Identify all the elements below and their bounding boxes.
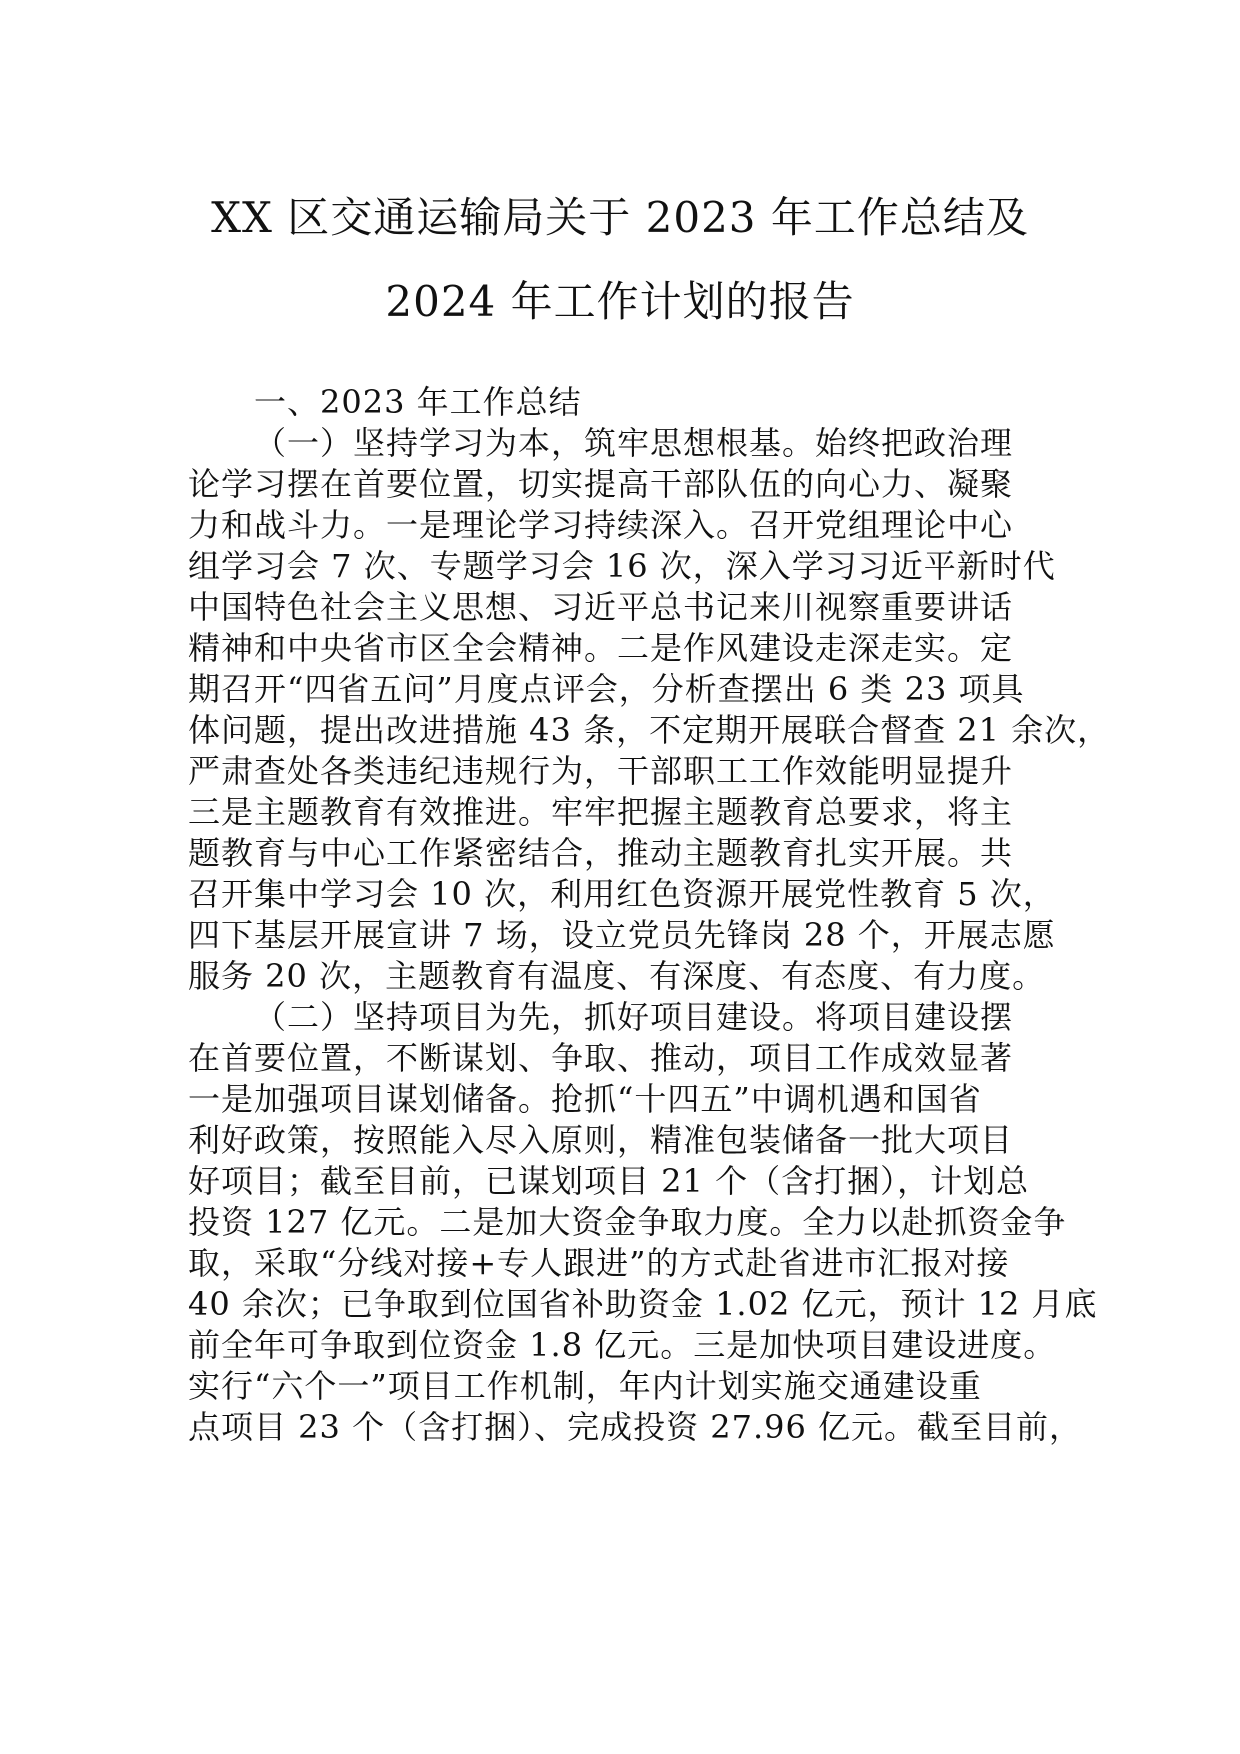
paragraph-line: 取，采取“分线对接+专人跟进”的方式赴省进市汇报对接 xyxy=(188,1244,1010,1282)
document-title-line-2: 2024 年工作计划的报告 xyxy=(385,277,855,326)
paragraph-line: 精神和中央省市区全会精神。二是作风建设走深走实。定 xyxy=(188,629,1014,667)
paragraph-line: 论学习摆在首要位置，切实提高干部队伍的向心力、凝聚 xyxy=(188,465,1014,503)
paragraph-line: 召开集中学习会 10 次，利用红色资源开展党性教育 5 次， xyxy=(188,875,1056,913)
paragraph-line: 中国特色社会主义思想、习近平总书记来川视察重要讲话 xyxy=(188,588,1014,626)
paragraph-line: 点项目 23 个（含打捆）、完成投资 27.96 亿元。截至目前， xyxy=(188,1408,1083,1446)
paragraph-line: 好项目；截至目前，已谋划项目 21 个（含打捆），计划总 xyxy=(188,1162,1030,1200)
document-title-line-1: XX 区交通运输局关于 2023 年工作总结及 xyxy=(211,193,1029,242)
paragraph-line: （一）坚持学习为本，筑牢思想根基。始终把政治理 xyxy=(254,424,1014,462)
paragraph-line: 体问题，提出改进措施 43 条，不定期开展联合督查 21 余次， xyxy=(188,711,1111,749)
paragraph-line: （二）坚持项目为先，抓好项目建设。将项目建设摆 xyxy=(254,998,1014,1036)
paragraph-line: 前全年可争取到位资金 1.8 亿元。三是加快项目建设进度。 xyxy=(188,1326,1057,1364)
paragraph-line: 严肃查处各类违纪违规行为，干部职工工作效能明显提升 xyxy=(188,752,1014,790)
paragraph-line: 服务 20 次，主题教育有温度、有深度、有态度、有力度。 xyxy=(188,957,1046,995)
paragraph-line: 力和战斗力。一是理论学习持续深入。召开党组理论中心 xyxy=(188,506,1014,544)
paragraph-line: 期召开“四省五问”月度点评会，分析查摆出 6 类 23 项具 xyxy=(188,670,1025,708)
paragraph-line: 利好政策，按照能入尽入原则，精准包装储备一批大项目 xyxy=(188,1121,1014,1159)
section-heading: 一、2023 年工作总结 xyxy=(254,383,582,421)
paragraph-line: 投资 127 亿元。二是加大资金争取力度。全力以赴抓资金争 xyxy=(188,1203,1067,1241)
paragraph-line: 一是加强项目谋划储备。抢抓“十四五”中调机遇和国省 xyxy=(188,1080,982,1118)
paragraph-line: 实行“六个一”项目工作机制，年内计划实施交通建设重 xyxy=(188,1367,982,1405)
paragraph-line: 四下基层开展宣讲 7 场，设立党员先锋岗 28 个，开展志愿 xyxy=(188,916,1056,954)
paragraph-line: 三是主题教育有效推进。牢牢把握主题教育总要求，将主 xyxy=(188,793,1014,831)
paragraph-line: 题教育与中心工作紧密结合，推动主题教育扎实开展。共 xyxy=(188,834,1014,872)
paragraph-line: 40 余次；已争取到位国省补助资金 1.02 亿元，预计 12 月底 xyxy=(188,1285,1098,1323)
paragraph-line: 组学习会 7 次、专题学习会 16 次，深入学习习近平新时代 xyxy=(188,547,1056,585)
paragraph-line: 在首要位置，不断谋划、争取、推动，项目工作成效显著 xyxy=(188,1039,1014,1077)
